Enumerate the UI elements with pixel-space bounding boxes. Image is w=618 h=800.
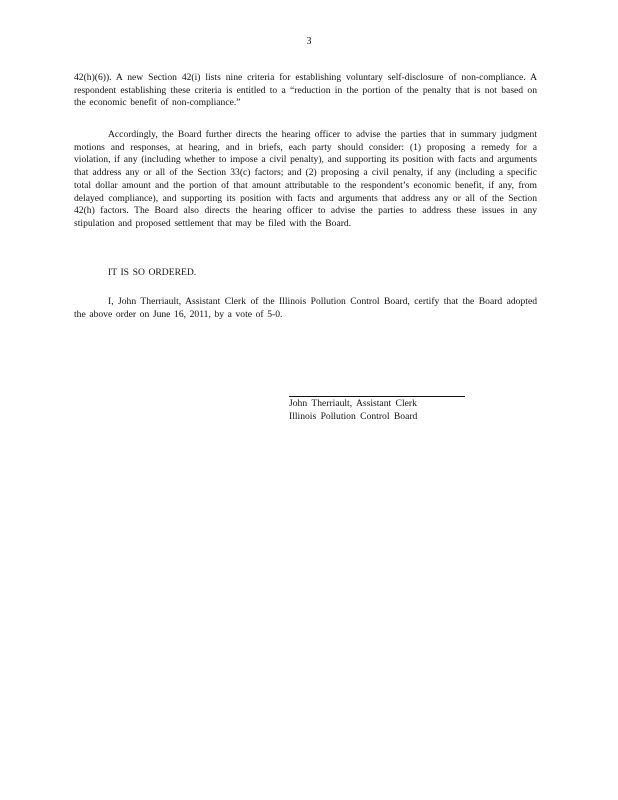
page-number: 3 (306, 36, 312, 47)
signature-organization: Illinois Pollution Control Board (289, 410, 418, 422)
paragraph-board-directions: Accordingly, the Board further directs the hearing officer to advise the parties that in summary judgment motions and responses, at hearing, and in briefs, each party should consider: (1) proposing a remedy for a violation, if any (including whether to impose a civil penalty), and supporting its position with facts and arguments that address any or all of the Section 33(c) factors; and (2) proposing a civil penalty, if any (including a specific total dollar amount and the portion of that amount attributable to the respondent’s economic benefit, if any, from delayed compliance), and supporting its position with facts and arguments that address any or all of the Section 42(h) factors. The Board also directs the hearing officer to advise the parties to address these issues in any stipulation and proposed settlement that may be filed with the Board. (74, 129, 537, 229)
signature-name-title: John Therriault, Assistant Clerk (289, 398, 417, 409)
signature-line (289, 396, 465, 397)
paragraph-penalty-criteria: 42(h)(6)). A new Section 42(i) lists nine criteria for establishing voluntary self-disclosure of non-compliance. A respondent establishing these criteria is entitled to a “reduction in the portion of the penalty that is not based on the economic benefit of non-compliance.” (74, 72, 537, 109)
order-statement: IT IS SO ORDERED. (108, 267, 197, 278)
signature-block (289, 398, 417, 423)
paragraph-clerk-certification: I, John Therriault, Assistant Clerk of the Illinois Pollution Control Board, certify that the Board adopted the above order on June 16, 2011, by a vote of 5-0. (74, 296, 537, 320)
